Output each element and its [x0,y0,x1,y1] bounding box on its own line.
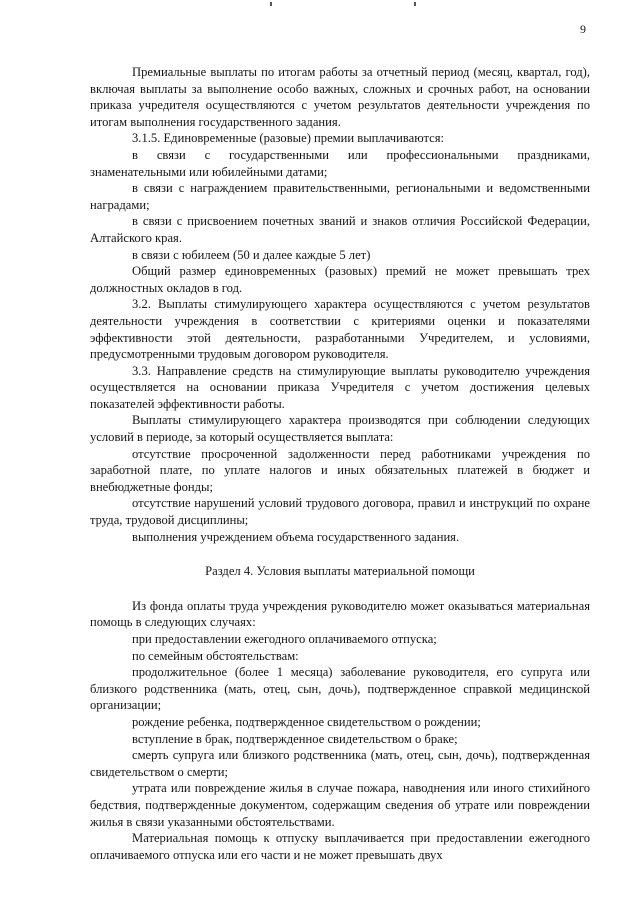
list-item-holidays: в связи с государственными или профессиональными праздниками, знаменательными или юбилейными датами; [90,147,590,179]
list-item-childbirth: рождение ребенка, подтвержденное свидетельством о рождении; [132,714,481,729]
list-item-family-circumstances: по семейным обстоятельствам: [132,648,299,663]
list-item-no-violations: отсутствие нарушений условий трудового договора, правил и инструкций по охране труда, трудовой дисциплины; [90,496,590,528]
paragraph-bonus-limit: Общий размер единовременных (разовых) премий не может превышать трех должностных окладов в год. [90,264,590,295]
paragraph-3-2: 3.2. Выплаты стимулирующего характера осуществляются с учетом результатов деятельности учреждения в соответствии с критериями оценки и показателями эффективности этой деятельности, разработанными Учредителем, и условиями, предусмотренными трудовым договором руководителя. [90,297,590,362]
list-item-no-arrears: отсутствие просроченной задолженности перед работниками учреждения по заработной плате, по уплате налогов и иных обязательных платежей в бюджет и внебюджетные фонды; [90,446,590,494]
list-item-jubilee: в связи с юбилеем (50 и далее каждые 5 лет) [132,247,371,262]
scan-mark-right [414,2,416,6]
paragraph-material-aid-intro: Из фонда оплаты труда учреждения руководителю может оказываться материальная помощь в следующих случаях: [90,598,590,630]
list-item-state-assignment: выполнения учреждением объема государственного задания. [132,529,460,544]
list-item-honorary-titles: в связи с присвоением почетных званий и знаков отличия Российской Федерации, Алтайского края. [90,214,590,245]
scan-mark-left [270,2,272,6]
list-item-housing-loss: утрата или повреждение жилья в случае пожара, наводнения или иного стихийного бедствия, подтвержденные документом, содержащим сведения об утрате или повреждении жилья в связи указанными обстоятельствами. [90,781,590,829]
list-item-marriage: вступление в брак, подтвержденное свидетельством о браке; [132,731,458,746]
section-heading: Раздел 4. Условия выплаты материальной помощи [205,564,475,579]
paragraph-3-1-5: 3.1.5. Единовременные (разовые) премии выплачиваются: [132,131,445,146]
list-item-vacation: при предоставлении ежегодного оплачиваемого отпуска; [132,632,437,646]
list-item-awards: в связи с награждением правительственными, региональными и ведомственными наградами; [90,181,590,212]
paragraph-premium-payments: Премиальные выплаты по итогам работы за отчетный период (месяц, квартал, год), включая выплаты за выполнение особо важных, сложных и срочных работ, на основании приказа учредителя осуществляются с учетом результатов деятельности учреждения по итогам выполнения государственного задания. [90,65,590,129]
document-body [90,64,590,863]
paragraph-3-3: 3.3. Направление средств на стимулирующие выплаты руководителю учреждения осуществляется на основании приказа Учредителя с учетом достижения целевых показателей эффективности работы. [90,363,590,411]
list-item-death: смерть супруга или близкого родственника (мать, отец, сын, дочь), подтвержденная свидетельством о смерти; [90,748,590,779]
page-number: 9 [580,22,586,36]
paragraph-vacation-aid: Материальная помощь к отпуску выплачивается при предоставлении ежегодного оплачиваемого отпуска или его части и не может превышать двух [90,831,590,862]
list-item-illness: продолжительное (более 1 месяца) заболевание руководителя, его супруга или близкого родственника (мать, отец, сын, дочь), подтвержденное справкой медицинской организации; [90,665,590,713]
paragraph-conditions-intro: Выплаты стимулирующего характера производятся при соблюдении следующих условий в периоде, за который осуществляется выплата: [90,413,590,445]
